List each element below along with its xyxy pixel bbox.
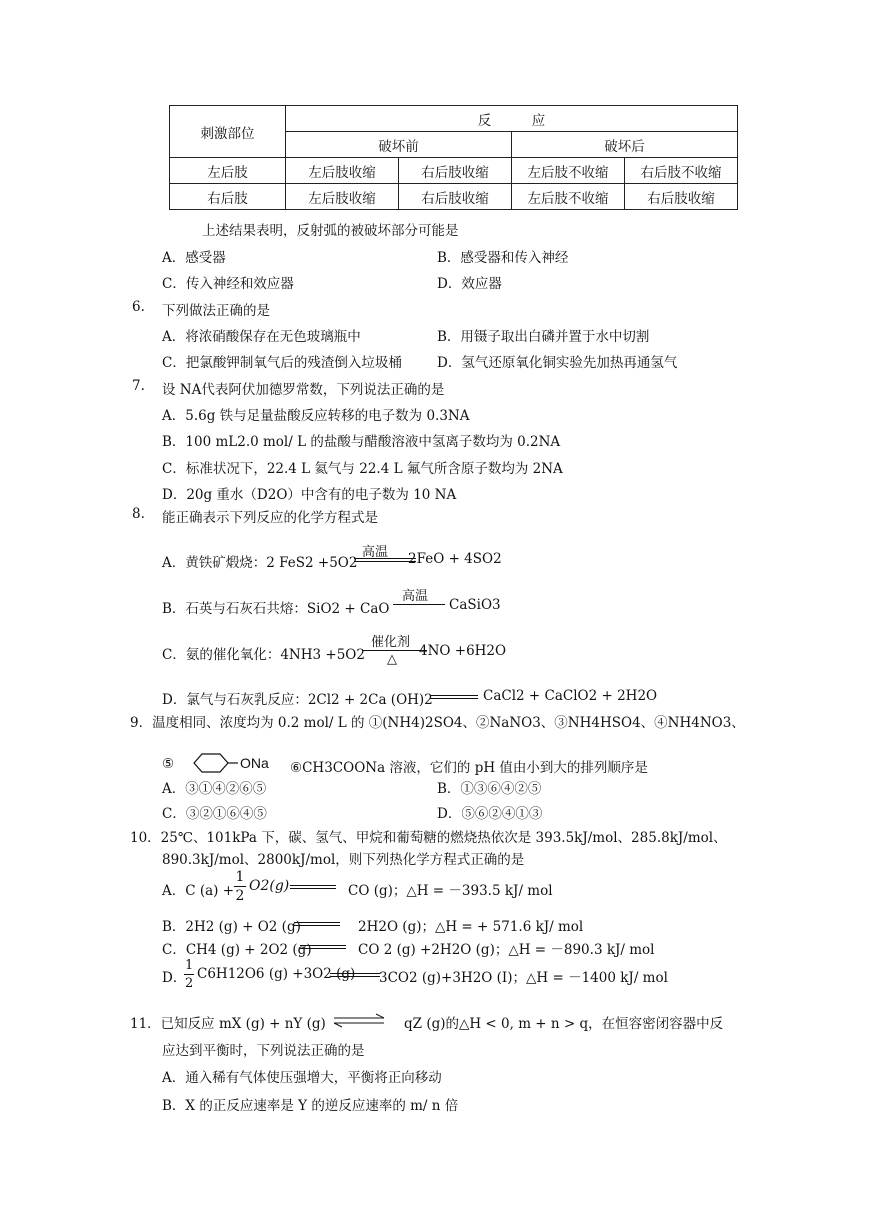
- table-cell: 右后肢收缩: [399, 158, 512, 184]
- q10-option-d-right: 3CO2 (g)+3H2O (I)；△H = －1400 kJ/ mol: [379, 970, 668, 986]
- q10-option-b-right: 2H2O (g)；△H = + 571.6 kJ/ mol: [358, 919, 584, 935]
- q8-b-condition: 高温: [402, 589, 429, 604]
- equals-sign: [430, 695, 478, 699]
- q5-option-b: B．感受器和传入神经: [437, 250, 569, 266]
- table-cell: 左后肢不收缩: [512, 184, 625, 210]
- q5-option-a: A．感受器: [162, 250, 226, 266]
- q10-stem-line2: 890.3kJ/mol、2800kJ/mol，则下列热化学方程式正确的是: [162, 852, 525, 868]
- q7-option-d: D．20g 重水（D2O）中含有的电子数为 10 NA: [162, 487, 457, 503]
- q8-c-condition: 催化剂: [371, 635, 411, 650]
- header-site: 刺激部位: [170, 106, 286, 158]
- equals-sign: [300, 945, 346, 949]
- q11-option-a: A．通入稀有气体使压强增大，平衡将正向移动: [162, 1070, 442, 1086]
- fraction-numerator: 1: [185, 958, 194, 973]
- table-cell: 左后肢不收缩: [512, 158, 625, 184]
- equals-sign: [330, 973, 380, 977]
- equals-sign: [354, 558, 416, 562]
- q8-number: 8.: [132, 506, 145, 522]
- q8-option-a-products: 2FeO + 4SO2: [408, 551, 502, 567]
- fraction-bar: [234, 886, 246, 887]
- q5-option-d: D．效应器: [437, 276, 502, 292]
- q6-stem: 下列做法正确的是: [162, 303, 270, 319]
- q7-number: 7.: [132, 378, 145, 394]
- q11-option-b: B．X 的正反应速率是 Y 的逆反应速率的 m/ n 倍: [162, 1098, 459, 1114]
- q5-option-c: C．传入神经和效应器: [162, 276, 294, 292]
- q6-option-a: A．将浓硝酸保存在无色玻璃瓶中: [162, 329, 361, 345]
- equals-sign: [290, 885, 336, 889]
- q6-option-d: D．氢气还原氧化铜实验先加热再通氢气: [437, 355, 678, 371]
- table-cell: 左后肢收缩: [286, 158, 399, 184]
- q9-option-b: B．①③⑥④②⑤: [437, 781, 542, 797]
- q10-option-d-mid: C6H12O6 (g) +3O2 (g): [197, 966, 356, 982]
- table-cell: 右后肢收缩: [625, 184, 738, 210]
- reaction-line: [363, 650, 427, 651]
- q8-option-d-products: CaCl2 + CaClO2 + 2H2O: [483, 688, 658, 704]
- q10-option-a-left: A．C (a) +: [162, 883, 235, 899]
- heat-symbol: △: [387, 652, 397, 667]
- q11-stem-part1: 11．已知反应 mX (g) + nY (g): [130, 1016, 326, 1032]
- q10-option-d-label: D．: [162, 970, 187, 986]
- reaction-line: [393, 604, 445, 605]
- table-cell: 右后肢: [170, 184, 286, 210]
- q8-stem: 能正确表示下列反应的化学方程式是: [162, 510, 378, 526]
- table-cell: 右后肢收缩: [399, 184, 512, 210]
- q8-option-c-products: 4NO +6H2O: [419, 643, 507, 659]
- q8-option-d-reactants: D．氯气与石灰乳反应：2Cl2 + 2Ca (OH)2: [162, 692, 433, 708]
- q9-item5: ⑤: [162, 756, 175, 772]
- header-reaction: 反 应: [286, 106, 738, 132]
- table-row: [170, 158, 738, 184]
- oxygen-term: O2(g): [249, 878, 290, 894]
- header-after: 破坏后: [512, 132, 738, 158]
- fraction-numerator: 1: [235, 869, 245, 885]
- header-before: 破坏前: [286, 132, 512, 158]
- q6-option-b: B．用镊子取出白磷并置于水中切割: [437, 329, 650, 345]
- q10-option-b-left: B．2H2 (g) + O2 (g): [162, 919, 301, 935]
- q9-stem-rest: ⑥CH3COONa 溶液，它们的 pH 值由小到大的排列顺序是: [290, 760, 648, 776]
- q10-stem-line1: 10．25℃、101kPa 下，碳、氢气、甲烷和葡萄糖的燃烧热依次是 393.5kJ/mol、285.8kJ/mol、: [130, 830, 727, 846]
- q7-stem: 设 NA代表阿伏加德罗常数，下列说法正确的是: [162, 382, 445, 398]
- benzene-ring-icon: [188, 751, 238, 775]
- q10-option-c-left: C．CH4 (g) + 2O2 (g): [162, 942, 312, 958]
- q8-option-c-reactants: C．氨的催化氧化：4NH3 +5O2: [162, 647, 365, 663]
- q10-option-a-right: CO (g)；△H = －393.5 kJ/ mol: [348, 883, 553, 899]
- table-cell: 左后肢收缩: [286, 184, 399, 210]
- q7-option-c: C．标准状况下，22.4 L 氦气与 22.4 L 氟气所含原子数均为 2NA: [162, 461, 563, 477]
- q7-option-b: B．100 mL2.0 mol/ L 的盐酸与醋酸溶液中氢离子数均为 0.2NA: [162, 434, 561, 450]
- q8-option-b-products: CaSiO3: [449, 597, 501, 613]
- q11-stem-line2: 应达到平衡时，下列说法正确的是: [162, 1043, 365, 1059]
- q5-stem: 上述结果表明，反射弧的被破坏部分可能是: [202, 223, 459, 239]
- q7-option-a: A．5.6g 铁与足量盐酸反应转移的电子数为 0.3NA: [162, 408, 470, 424]
- q10-option-c-right: CO 2 (g) +2H2O (g)；△H = －890.3 kJ/ mol: [358, 942, 655, 958]
- q9-option-d: D．⑤⑥②④①③: [437, 806, 543, 822]
- q9-stem: 9．温度相同、浓度均为 0.2 mol/ L 的 ①(NH4)2SO4、②NaNO3、③NH4HSO4、④NH4NO3、: [130, 715, 745, 731]
- experiment-table: [169, 105, 738, 210]
- q8-option-a-reactants: A．黄铁矿煅烧：2 FeS2 +5O2: [162, 555, 358, 571]
- equals-sign: [294, 922, 340, 926]
- q9-option-c: C．③②①⑥④⑤: [162, 806, 267, 822]
- fraction-denominator: 2: [235, 888, 245, 904]
- q6-option-c: C．把氯酸钾制氧气后的残渣倒入垃圾桶: [162, 355, 402, 371]
- q6-number: 6.: [132, 299, 145, 315]
- q8-option-b-reactants: B．石英与石灰石共熔：SiO2 + CaO: [162, 601, 390, 617]
- q9-option-a: A．③①④②⑥⑤: [162, 781, 267, 797]
- fraction-bar: [184, 974, 194, 975]
- q11-stem-part2: qZ (g)的△H < 0, m + n > q，在恒容密闭容器中反: [404, 1016, 724, 1032]
- q8-a-condition: 高温: [362, 545, 389, 560]
- table-cell: 右后肢不收缩: [625, 158, 738, 184]
- table-cell: 左后肢: [170, 158, 286, 184]
- phenolate-label: ONa: [240, 755, 269, 771]
- equilibrium-arrow-icon: [330, 1012, 390, 1030]
- table-row: [170, 184, 738, 210]
- fraction-denominator: 2: [185, 976, 194, 991]
